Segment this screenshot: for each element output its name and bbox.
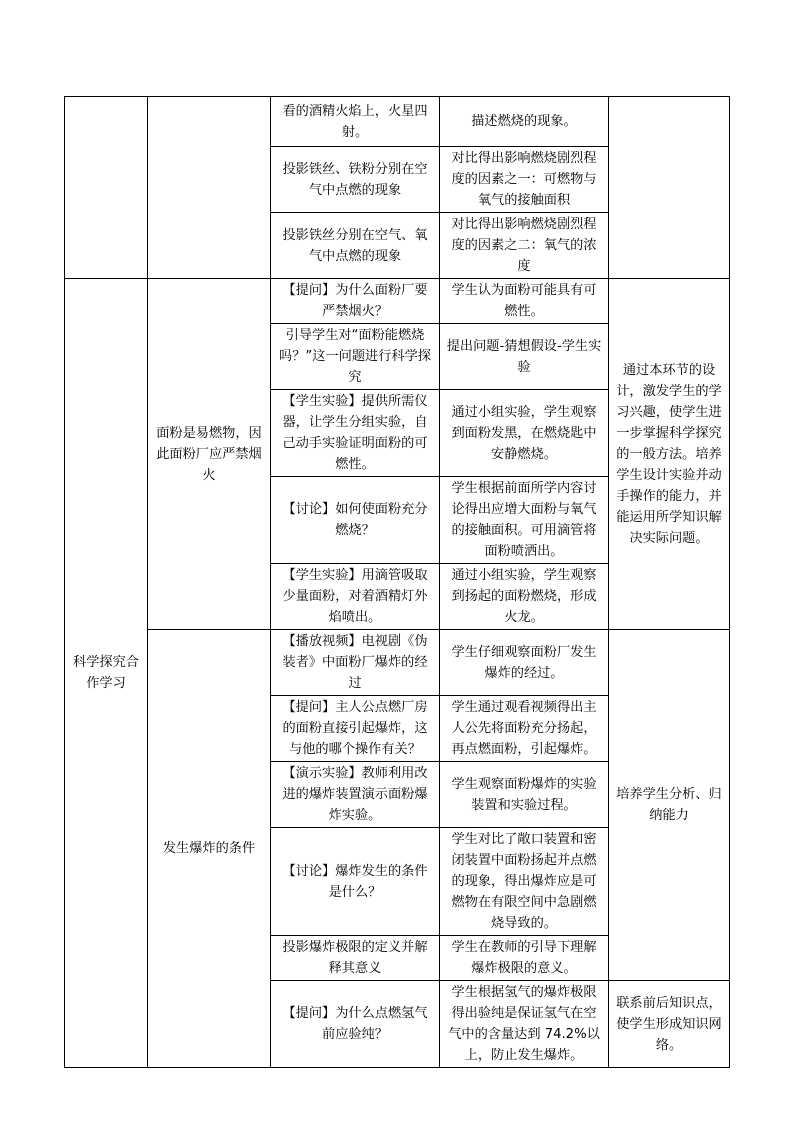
activity-cell: 【提问】主人公点燃厂房的面粉直接引起爆炸，这与他的哪个操作有关？ — [271, 696, 440, 762]
activity-cell: 【提问】为什么面粉厂要严禁烟火？ — [271, 279, 440, 324]
topic-cell-explosion: 发生爆炸的条件 — [148, 630, 271, 1068]
activity-cell: 投影爆炸极限的定义并解释其意义 — [271, 936, 440, 981]
activity-cell: 【学生实验】提供所需仪器，让学生分组实验，自己动手实验证明面粉的可燃性。 — [271, 390, 440, 477]
student-cell: 学生观察面粉爆炸的实验装置和实验过程。 — [440, 762, 609, 828]
section-cell-empty — [65, 97, 148, 279]
intent-cell-design: 通过本环节的设计，激发学生的学习兴趣，使学生进一步掌握科学探究的一般方法。培养学生设计实验并动手操作的能力，并能运用所学知识解决实际问题。 — [609, 279, 730, 630]
student-cell: 通过小组实验，学生观察到面粉发黑，在燃烧匙中安静燃烧。 — [440, 390, 609, 477]
activity-cell: 引导学生对“面粉能燃烧吗？”这一问题进行科学探究 — [271, 324, 440, 390]
student-cell: 对比得出影响燃烧剧烈程度的因素之二：氧气的浓度 — [440, 213, 609, 279]
activity-cell: 【播放视频】电视剧《伪装者》中面粉厂爆炸的经过 — [271, 630, 440, 696]
student-cell: 描述燃烧的现象。 — [440, 97, 609, 147]
intent-cell-analysis: 培养学生分析、归纳能力 — [609, 630, 730, 981]
student-cell: 对比得出影响燃烧剧烈程度的因素之一：可燃物与氧气的接触面积 — [440, 147, 609, 213]
student-cell: 学生根据前面所学内容讨论得出应增大面粉与氧气的接触面积。可用滴管将面粉喷洒出。 — [440, 477, 609, 564]
topic-cell-empty — [148, 97, 271, 279]
activity-cell: 看的酒精火焰上，火星四射。 — [271, 97, 440, 147]
activity-cell: 【讨论】爆炸发生的条件是什么？ — [271, 828, 440, 936]
lesson-plan-table — [64, 96, 730, 1068]
activity-cell: 【提问】为什么点燃氢气前应验纯？ — [271, 981, 440, 1068]
activity-cell: 【学生实验】用滴管吸取少量面粉，对着酒精灯外焰喷出。 — [271, 564, 440, 630]
topic-cell-flour: 面粉是易燃物，因此面粉厂应严禁烟火 — [148, 279, 271, 630]
student-cell: 学生根据氢气的爆炸极限得出验纯是保证氢气在空气中的含量达到 74.2%以上，防止发生爆炸。 — [440, 981, 609, 1068]
activity-cell: 【演示实验】教师利用改进的爆炸装置演示面粉爆炸实验。 — [271, 762, 440, 828]
student-cell: 学生认为面粉可能具有可燃性。 — [440, 279, 609, 324]
student-cell: 学生对比了敞口装置和密闭装置中面粉扬起并点燃的现象，得出爆炸应是可燃物在有限空间中急剧燃烧导致的。 — [440, 828, 609, 936]
section-cell: 科学探究合作学习 — [65, 279, 148, 1068]
student-cell: 学生仔细观察面粉厂发生爆炸的经过。 — [440, 630, 609, 696]
student-cell: 提出问题-猜想假设-学生实验 — [440, 324, 609, 390]
activity-cell: 投影铁丝、铁粉分别在空气中点燃的现象 — [271, 147, 440, 213]
student-cell: 通过小组实验，学生观察到扬起的面粉燃烧，形成火龙。 — [440, 564, 609, 630]
activity-cell: 【讨论】如何使面粉充分燃烧？ — [271, 477, 440, 564]
student-cell: 学生通过观看视频得出主人公先将面粉充分扬起，再点燃面粉，引起爆炸。 — [440, 696, 609, 762]
intent-cell-empty — [609, 97, 730, 279]
intent-cell-network: 联系前后知识点，使学生形成知识网络。 — [609, 981, 730, 1068]
activity-cell: 投影铁丝分别在空气、氧气中点燃的现象 — [271, 213, 440, 279]
student-cell: 学生在教师的引导下理解爆炸极限的意义。 — [440, 936, 609, 981]
